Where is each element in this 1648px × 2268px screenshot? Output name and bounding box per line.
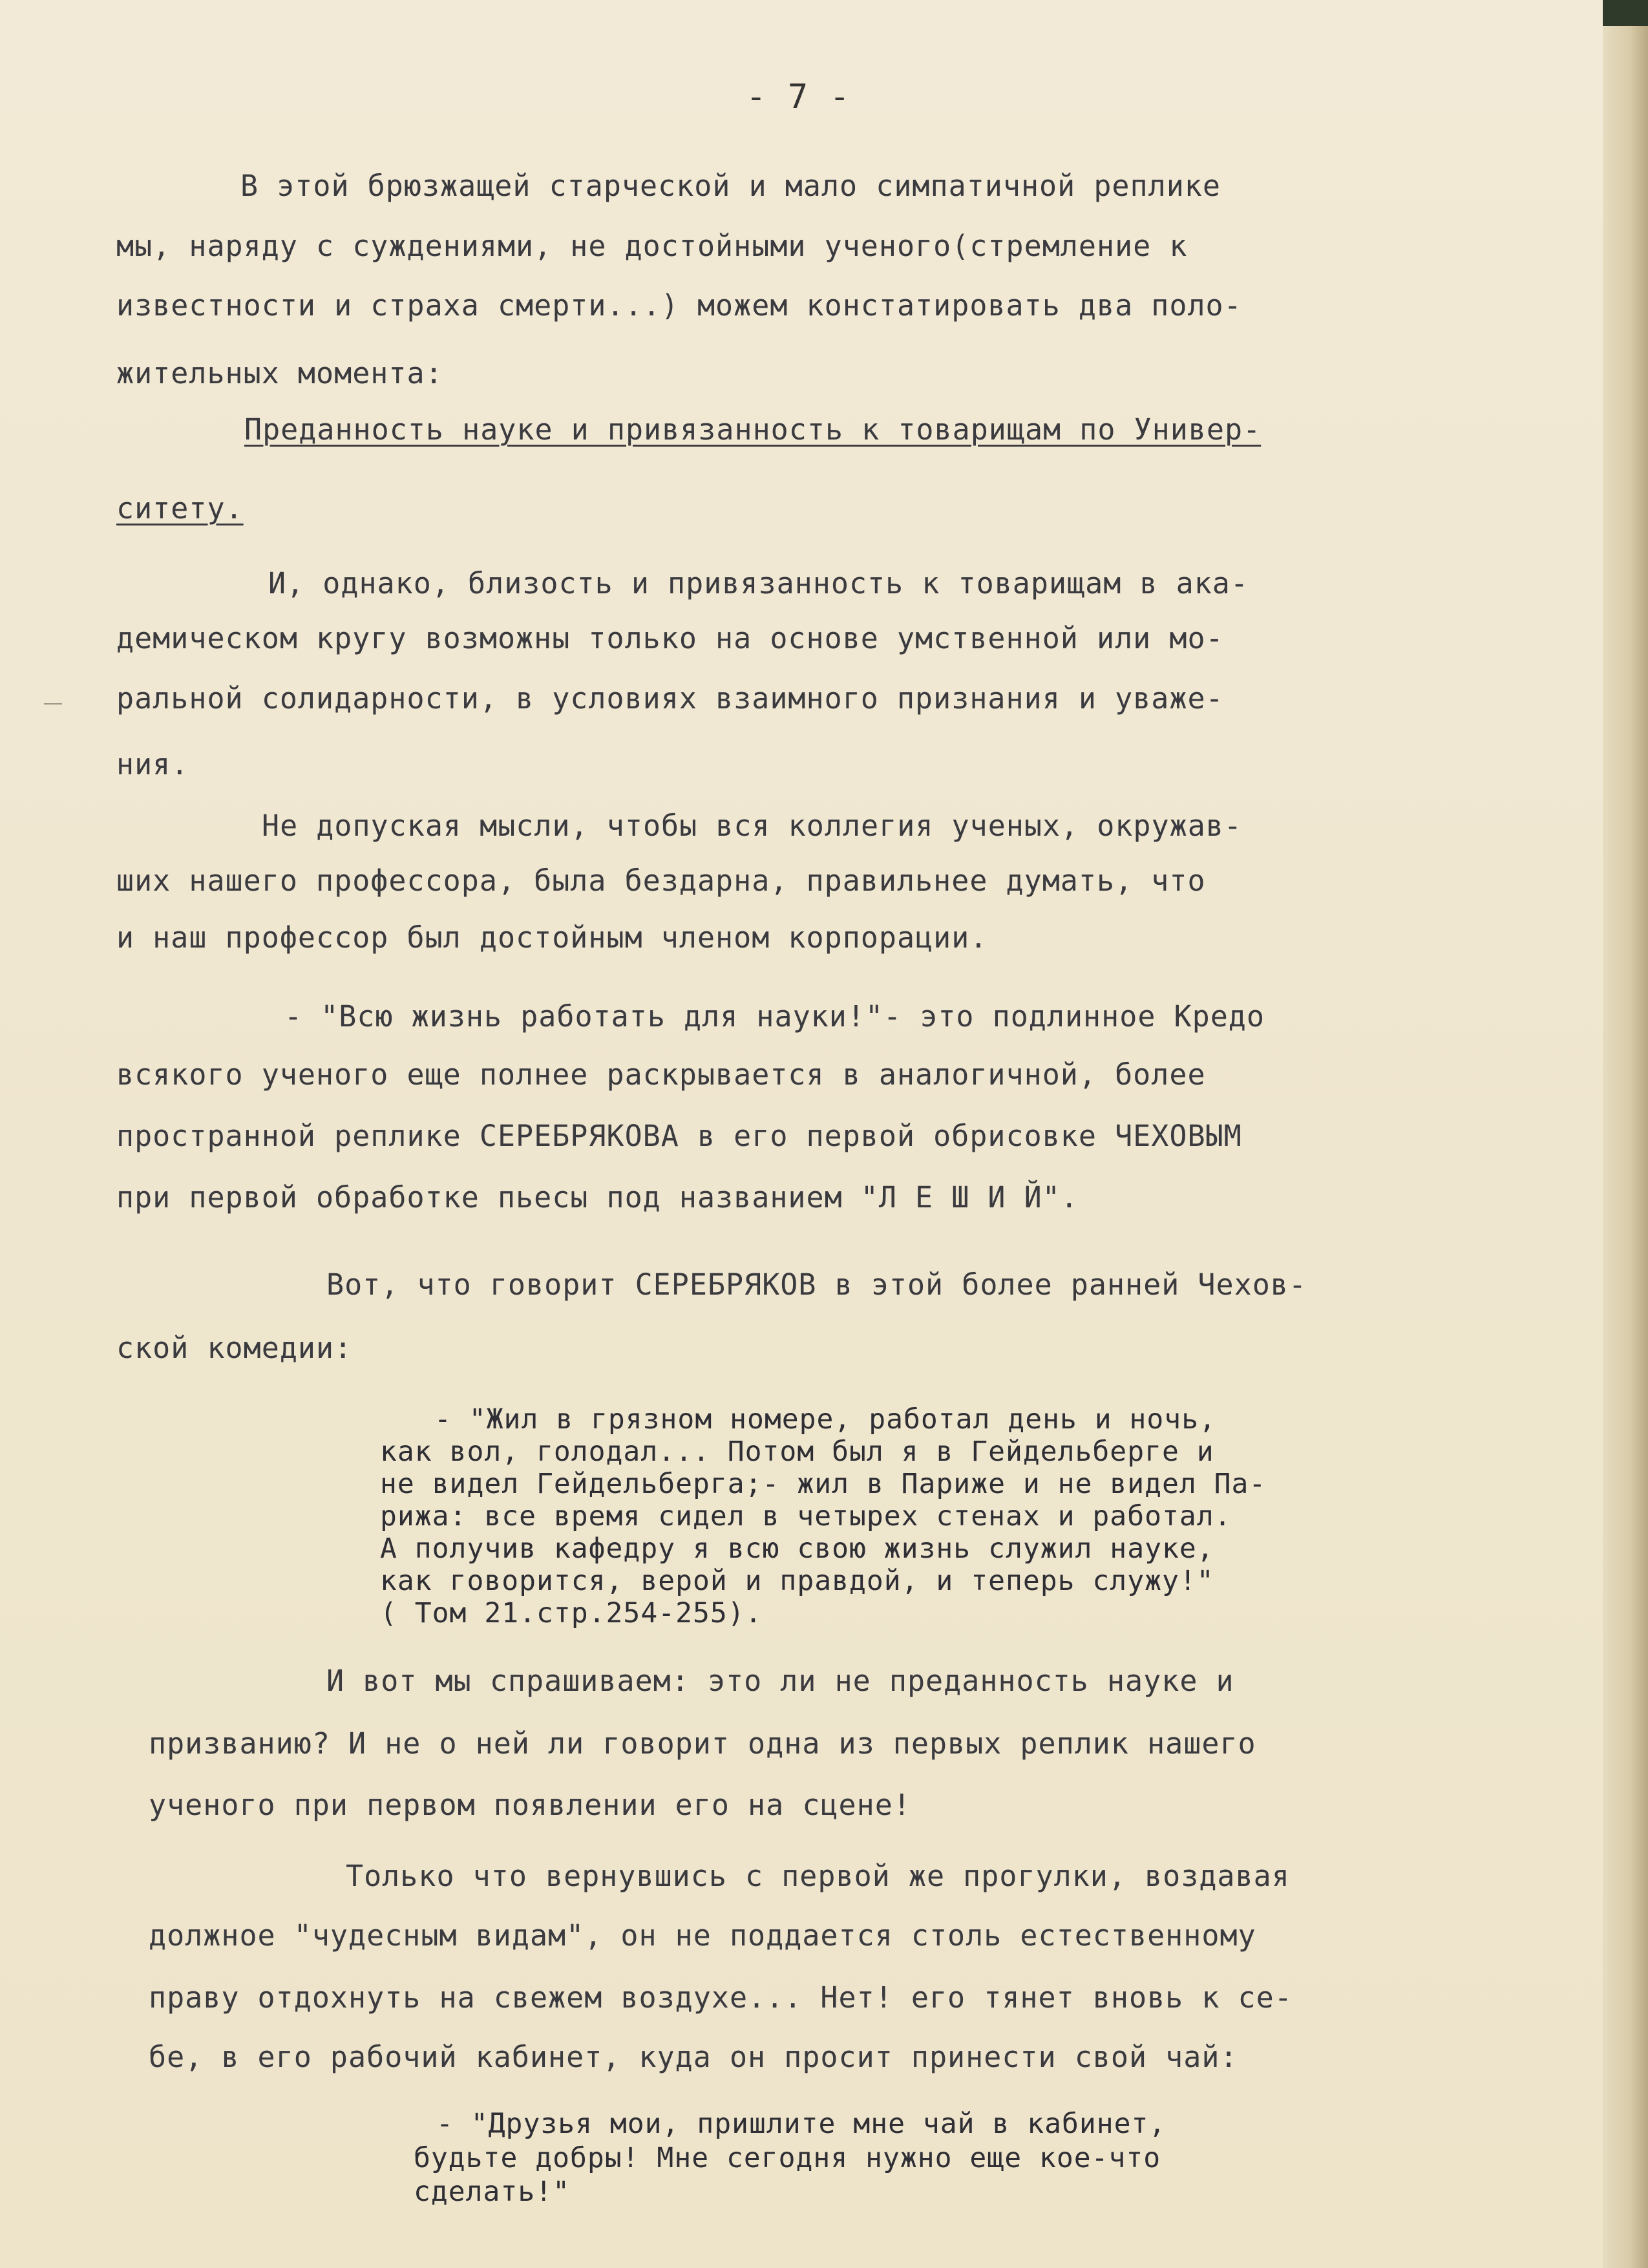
text-line: ших нашего профессора, была бездарна, правильнее думать, что <box>116 864 1206 898</box>
text-line: пространной реплике СЕРЕБРЯКОВА в его первой обрисовке ЧЕХОВЫМ <box>116 1119 1242 1153</box>
text-line: праву отдохнуть на свежем воздухе... Нет! его тянет вновь к се- <box>149 1980 1293 2015</box>
text-line: при первой обработке пьесы под названием "Л Е Ш И Й". <box>116 1180 1079 1214</box>
quote-line: как вол, голодал... Потом был я в Гейдельберге и <box>380 1436 1214 1468</box>
text-line: ральной солидарности, в условиях взаимного признания и уваже- <box>116 681 1224 715</box>
quote-line: - "Друзья мои, пришлите мне чай в кабинет, <box>436 2108 1167 2140</box>
margin-mark <box>44 703 62 705</box>
quote-line: рижа: все время сидел в четырех стенах и работал. <box>380 1500 1232 1532</box>
text-line: ской комедии: <box>116 1331 353 1365</box>
quote-line: не видел Гейдельберга;- жил в Париже и не видел Па- <box>380 1468 1267 1500</box>
text-line: жительных момента: <box>116 356 443 390</box>
text-line: известности и страха смерти...) можем констатировать два поло- <box>116 288 1242 323</box>
text-line: бе, в его рабочий кабинет, куда он просит принести свой чай: <box>149 2040 1238 2074</box>
quote-line: А получив кафедру я всю свою жизнь служил науке, <box>380 1532 1214 1565</box>
text-line: И, однако, близость и привязанность к товарищам в ака- <box>268 566 1249 600</box>
text-line: И вот мы спрашиваем: это ли не преданность науке и <box>326 1664 1234 1698</box>
text-line: мы, наряду с суждениями, не достойными ученого(стремление к <box>116 229 1188 263</box>
quote-line: сделать!" <box>414 2176 570 2208</box>
text-line: демическом кругу возможны только на основе умственной или мо- <box>116 621 1224 655</box>
text-line: призванию? И не о ней ли говорит одна из первых реплик нашего <box>149 1726 1256 1761</box>
background-corner <box>1603 0 1648 26</box>
quote-line: будьте добры! Мне сегодня нужно еще кое-что <box>414 2142 1161 2174</box>
text-line: ния. <box>116 747 189 781</box>
text-line: В этой брюзжащей старческой и мало симпатичной реплике <box>240 169 1221 203</box>
underlined-line: Преданность науке и привязанность к товарищам по Универ- <box>244 412 1262 447</box>
text-line: Вот, что говорит СЕРЕБРЯКОВ в этой более ранней Чехов- <box>326 1267 1307 1302</box>
underlined-line: ситету. <box>116 491 244 525</box>
citation-line: ( Том 21.стр.254-255). <box>380 1597 763 1629</box>
page-edge <box>1603 0 1648 2268</box>
text-line: всякого ученого еще полнее раскрывается в аналогичной, более <box>116 1057 1206 1092</box>
quote-line: - "Жил в грязном номере, работал день и ночь, <box>434 1403 1216 1436</box>
text-line: - "Всю жизнь работать для науки!"- это подлинное Кредо <box>284 999 1265 1033</box>
quote-line: как говорится, верой и правдой, и теперь служу!" <box>380 1565 1214 1597</box>
text-line: Только что вернувшись с первой же прогулки, воздавая <box>346 1859 1290 1893</box>
text-line: ученого при первом появлении его на сцене! <box>149 1788 911 1822</box>
text-line: должное "чудесным видам", он не поддается столь естественному <box>149 1918 1256 1953</box>
text-line: Не допуская мысли, чтобы вся коллегия ученых, окружав- <box>262 809 1242 843</box>
page-number: - 7 - <box>746 78 850 116</box>
text-line: и наш профессор был достойным членом корпорации. <box>116 920 988 955</box>
